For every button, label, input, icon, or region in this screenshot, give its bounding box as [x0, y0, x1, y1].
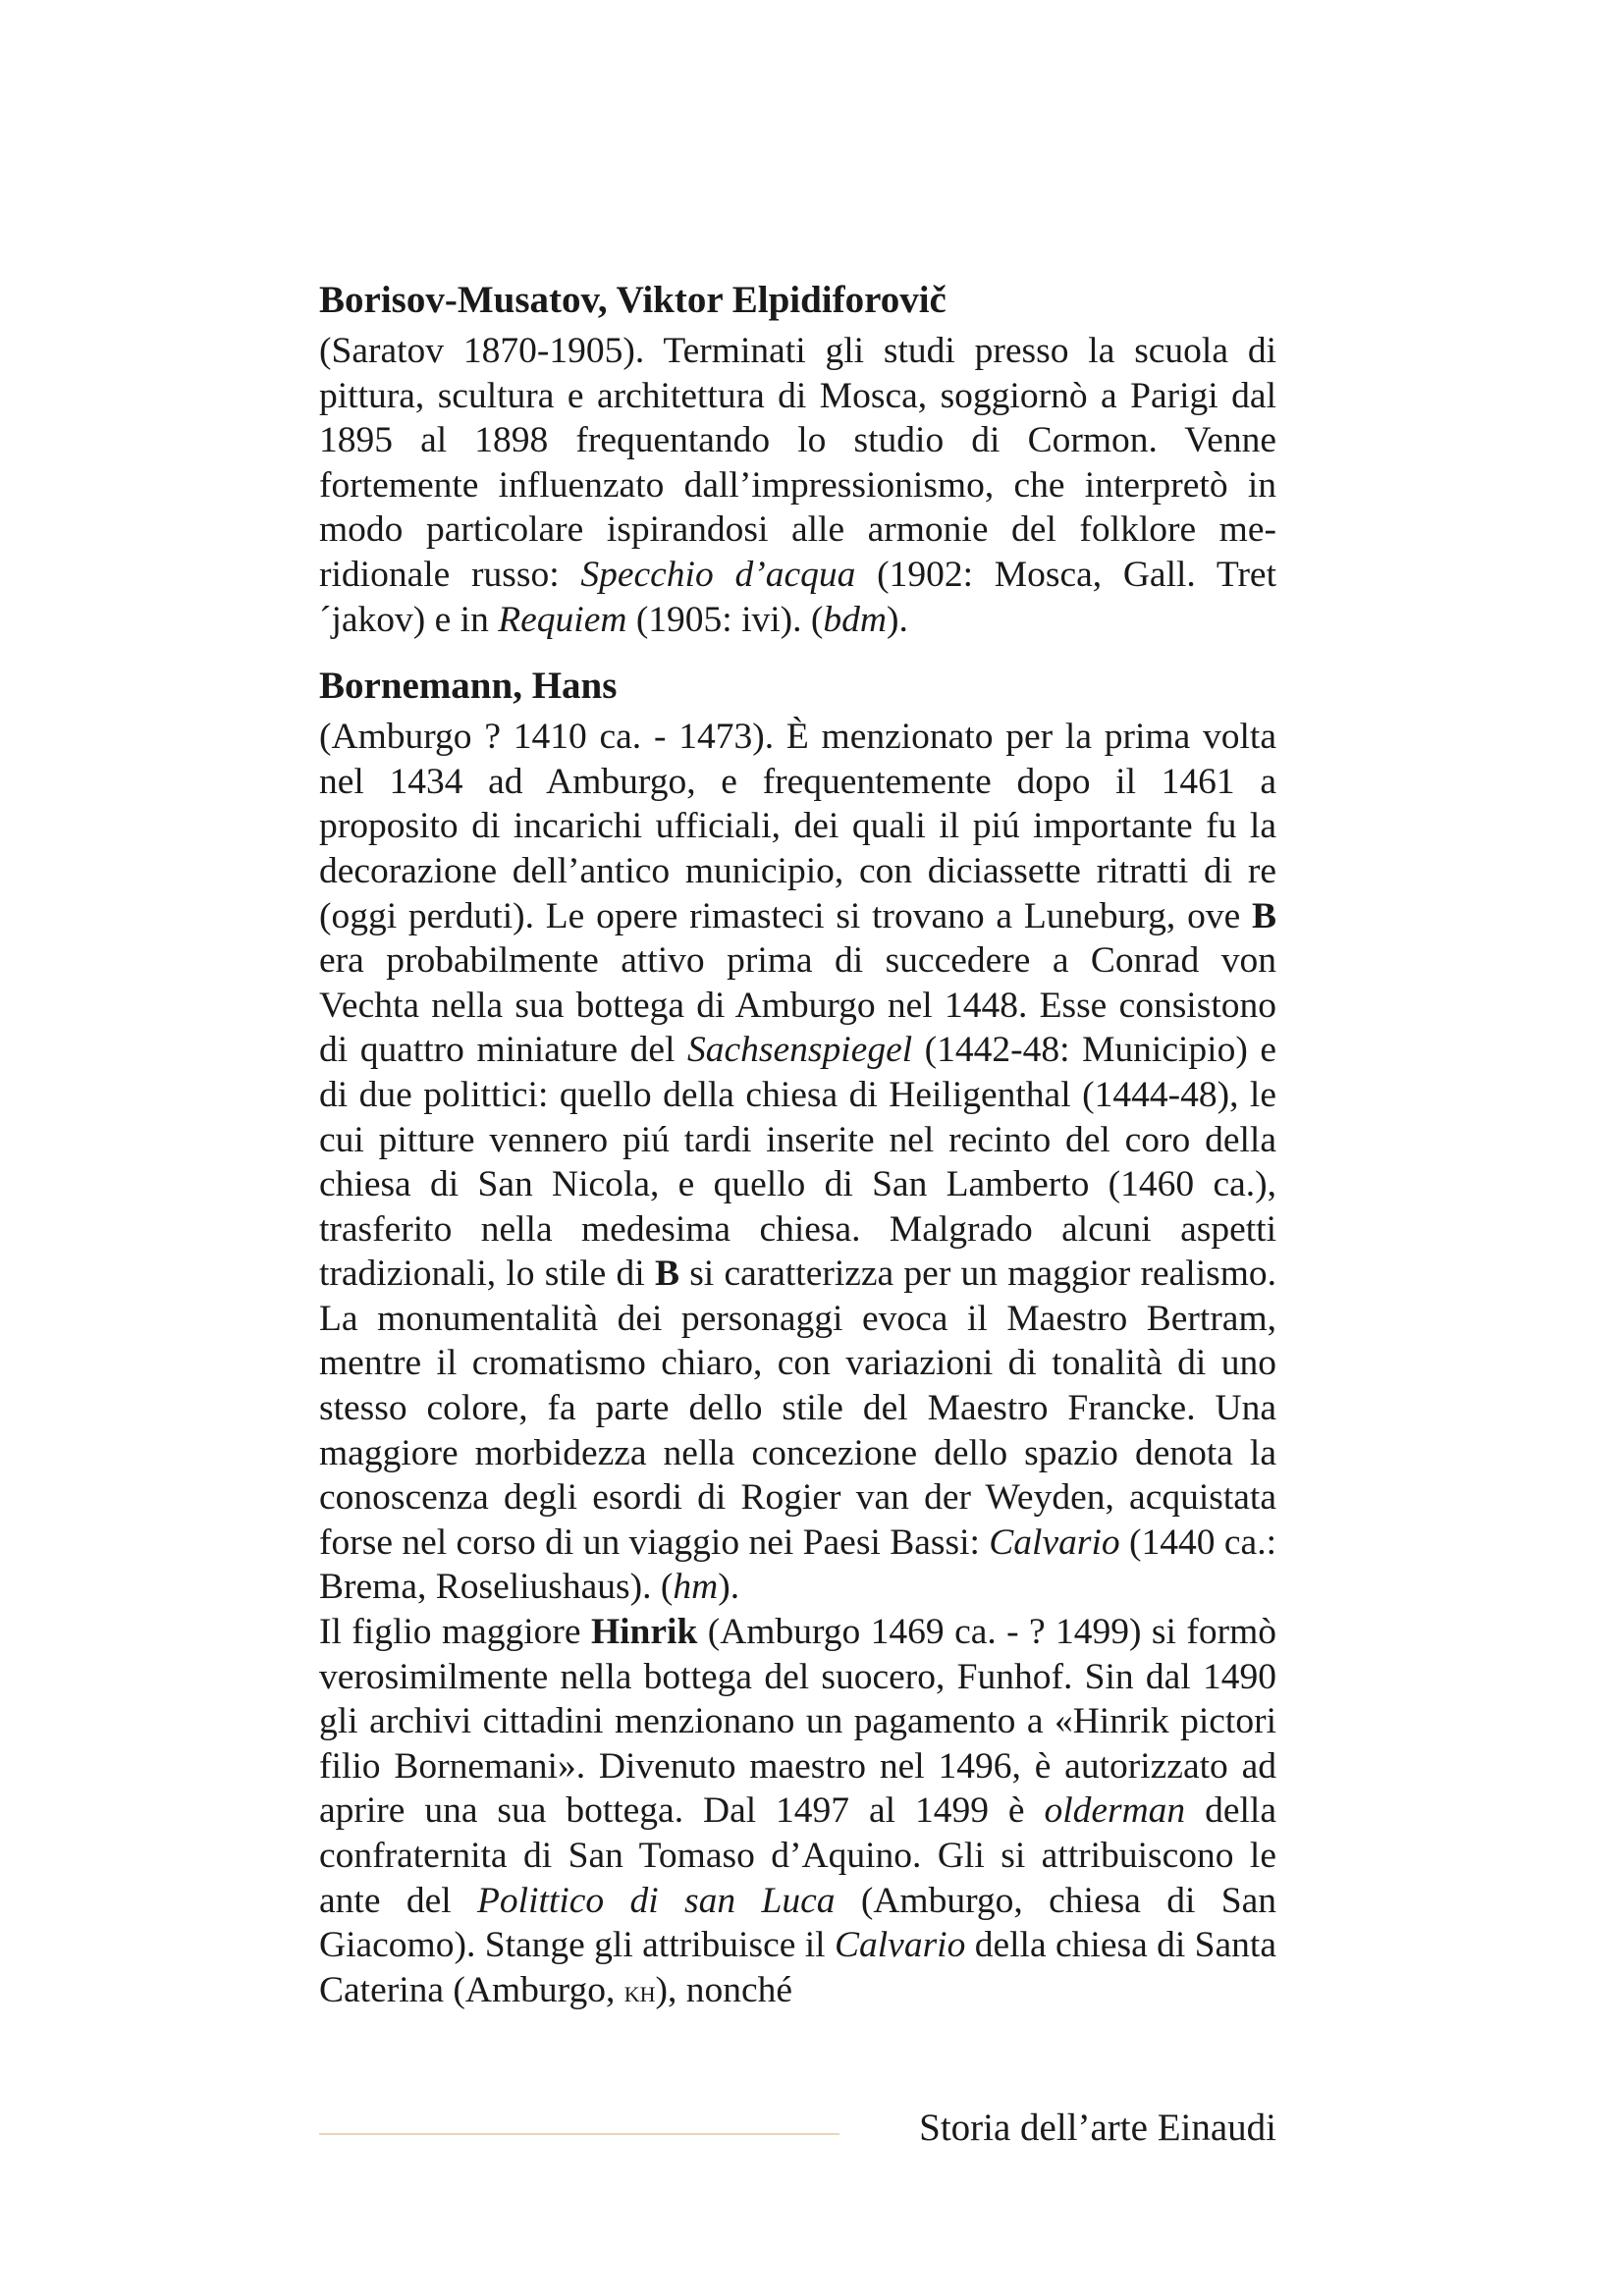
abbreviation-text: kh — [623, 1973, 656, 2008]
italic-text: Sachsenspiegel — [687, 1030, 913, 1071]
entry-bornemann — [319, 664, 1276, 2013]
text-run: Il figlio maggiore — [319, 1612, 591, 1653]
text-run: (Amburgo 1469 ca. - ? 1499) si formò verosimilmente nella bottega del suocero, Funhof. Sin dal 1490 gli archivi cittadini menzionano un pagamento a «Hinrik pictori filio Bornemani». Divenuto maestro nel 1496, è autorizzato ad aprire una sua bottega. Dal 1497 al 1499 è — [319, 1612, 1276, 1832]
footer-rule — [319, 2133, 839, 2135]
bold-text: B — [654, 1254, 679, 1295]
entry-title: Bornemann, Hans — [319, 665, 618, 708]
entry-title: Borisov-Musatov, Viktor Elpidiforovič — [319, 279, 947, 321]
text-run: (1442-48: Municipio) e di due polittici: quello della chiesa di Heiligenthal (1444-48), le cui pitture vennero piú tardi inserite nel recinto del coro della chiesa di San Nicola, e quello di San Lamberto (1460 ca.), trasferito nella medesima chiesa. Malgrado alcuni aspetti tradizionali, lo stile di — [319, 1030, 1276, 1295]
italic-text: Calvario — [989, 1522, 1120, 1563]
text-run: era probabilmente attivo prima di succedere a Conrad von Vechta nella sua bottega di Amburgo nel 1448. Esse consistono di quattro miniature del — [319, 940, 1276, 1071]
text-run: (1440 ca.: Brema, Roseliushaus). ( — [319, 1522, 1276, 1608]
italic-text: Requiem — [498, 599, 627, 640]
text-run: (Saratov 1870-1905). Terminati gli studi presso la scuola di pittura, scultura e architettura di Mosca, soggiornò a Parigi dal 1895 al 1898 frequentando lo studio di Cormon. Venne fortemente influenzato dall’impressionismo, che interpretò in modo particolare ispirandosi alle armonie del folklore meridionale russo: — [319, 331, 1276, 595]
italic-text: Polittico di san Luca — [477, 1880, 836, 1921]
italic-text: bdm — [823, 599, 888, 640]
text-run: ), nonché — [655, 1969, 793, 2010]
bold-text: B — [1251, 895, 1276, 936]
entry-paragraph — [319, 1610, 1276, 2013]
text-run: della chiesa di Santa Caterina (Amburgo, — [319, 1925, 1276, 2010]
italic-text: olderman — [1044, 1790, 1186, 1832]
entry-borisov-musatov — [319, 278, 1276, 642]
entry-paragraph — [319, 715, 1276, 1610]
text-run: ). — [887, 599, 908, 640]
footer-label: Storia dell’arte Einaudi — [919, 2107, 1276, 2149]
document-body — [319, 278, 1276, 2013]
bold-text: Hinrik — [590, 1612, 698, 1653]
text-run: (1902: Mosca, Gall. Tret´jakov) e in — [319, 554, 1276, 640]
text-run: ). — [718, 1567, 740, 1608]
italic-text: Specchio d’acqua — [580, 554, 856, 595]
italic-text: Calvario — [835, 1925, 966, 1966]
entry-paragraph — [319, 329, 1276, 642]
text-run: si caratterizza per un maggior realismo. La monumentalità dei personaggi evoca il Maestro Bertram, mentre il cromatismo chiaro, con variazioni di tonalità di uno stesso colore, fa parte dello stile del Maestro Francke. Una maggiore morbidezza nella concezione dello spazio denota la conoscenza degli esordi di Rogier van der Weyden, acquistata forse nel corso di un viaggio nei Paesi Bassi: — [319, 1254, 1276, 1563]
text-run: della confraternita di San Tomaso d’Aquino. Gli si attribuiscono le ante del — [319, 1790, 1276, 1921]
text-run: (Amburgo, chiesa di San Giacomo). Stange gli attribuisce il — [319, 1880, 1276, 1966]
text-run: (1905: ivi). ( — [626, 599, 824, 640]
page-footer — [319, 2101, 1276, 2160]
italic-text: hm — [673, 1567, 719, 1608]
text-run: (Amburgo ? 1410 ca. - 1473). È menzionato per la prima volta nel 1434 ad Amburgo, e frequentemente dopo il 1461 a proposito di incarichi ufficiali, dei quali il piú importante fu la decorazione dell’antico municipio, con diciassette ritratti di re (oggi perduti). Le opere rimasteci si trovano a Luneburg, ove — [319, 717, 1276, 936]
